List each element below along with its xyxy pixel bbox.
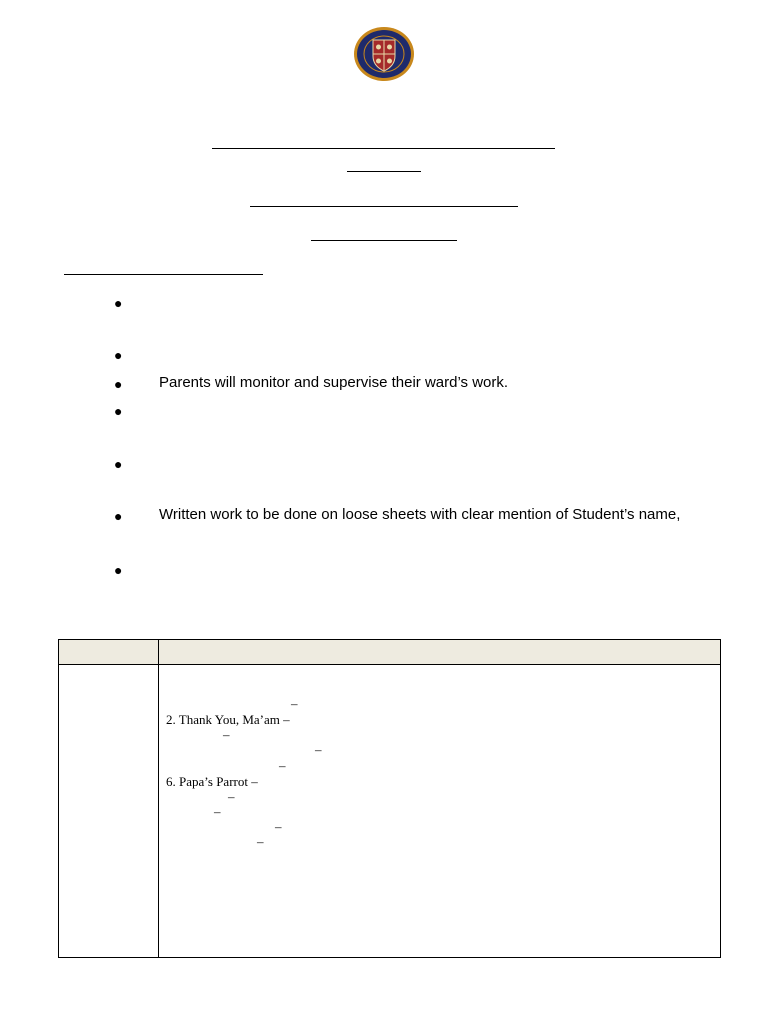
section-heading-underline [64,274,263,275]
table-dash: – [257,834,264,849]
table-dash: – [291,696,298,711]
school-crest-logo [353,26,415,82]
table-dash: – [228,789,235,804]
subtitle-underline [347,171,421,172]
table-dash: – [223,727,230,742]
table-dash: – [214,804,221,819]
bullet-icon: ● [114,403,123,419]
table-column-divider [158,640,159,957]
session-underline [250,206,518,207]
table-dash: – [315,742,322,757]
school-crest-icon [353,26,415,82]
bullet-icon: ● [114,508,123,524]
table-dash: – [275,819,282,834]
bullet-icon: ● [114,562,123,578]
class-underline [311,240,457,241]
table-dash: – [279,758,286,773]
list-item: Written work to be done on loose sheets with clear mention of Student’s name, [159,506,681,523]
list-item: Parents will monitor and supervise their ward’s work. [159,374,509,391]
bullet-icon: ● [114,376,123,392]
title-underline [212,148,555,149]
syllabus-table [58,639,721,958]
bullet-icon: ● [114,295,123,311]
bullet-icon: ● [114,347,123,363]
table-row: 6. Papa’s Parrot – [166,774,258,789]
table-row: 2. Thank You, Ma’am – [166,712,290,727]
bullet-icon: ● [114,456,123,472]
